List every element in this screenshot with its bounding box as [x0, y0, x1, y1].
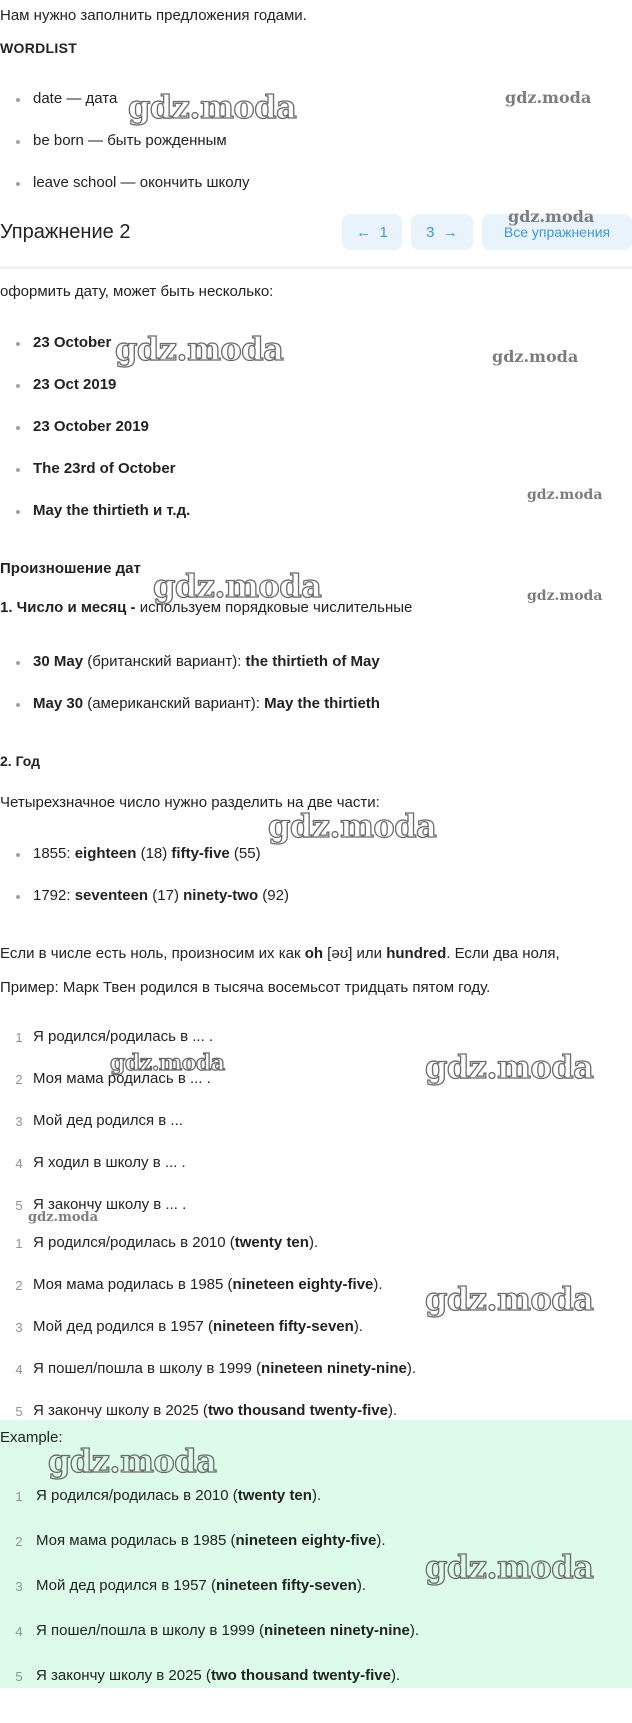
- date-formats-intro: оформить дату, может быть несколько:: [0, 283, 274, 300]
- list-item: 1855: eighteen (18) fifty-five (55): [33, 845, 261, 862]
- list-item: Я ходил в школу в ... .: [33, 1154, 186, 1171]
- list-item: Я закончу школу в ... .: [33, 1196, 187, 1213]
- list-item: Мой дед родился в 1957 (nineteen fifty-seven).: [33, 1318, 363, 1335]
- intro-text: Нам нужно заполнить предложения годами.: [0, 7, 307, 24]
- list-item: 23 October 2019: [33, 418, 149, 435]
- all-exercises-button[interactable]: Все упражнения: [482, 214, 632, 250]
- example-box: Example: 1 Я родился/родилась в 2010 (twenty ten). 2 Моя мама родилась в 1985 (nineteen eighty-five). 3 Мой дед родился в 1957 (nineteen fifty-seven). 4 Я пошел/пошла в школу в 1999 (nineteen ninety-nine). 5 Я закончу школу в 2025 (two thousand twenty-five).: [0, 1420, 632, 1688]
- list-item: 30 May (британский вариант): the thirtieth of May: [33, 653, 380, 670]
- list-item: Я закончу школу в 2025 (two thousand twenty-five).: [36, 1667, 401, 1684]
- pronunciation-title: Произношение дат: [0, 560, 141, 577]
- list-item: 1792: seventeen (17) ninety-two (92): [33, 887, 289, 904]
- watermark-logo: gdz.moda: [425, 1548, 594, 1586]
- watermark-logo: gdz.moda: [268, 807, 437, 845]
- exercise-title: Упражнение 2: [0, 221, 131, 243]
- watermark-logo: gdz.moda: [425, 1048, 594, 1086]
- list-item: Я пошел/пошла в школу в 1999 (nineteen ninety-nine).: [33, 1360, 417, 1377]
- bullet: [16, 182, 20, 186]
- watermark-logo: gdz.moda: [28, 1210, 99, 1225]
- list-item: be born — быть рожденным: [33, 132, 227, 149]
- list-item: date — дата: [33, 90, 118, 107]
- list-item: Мой дед родился в 1957 (nineteen fifty-seven).: [36, 1577, 366, 1594]
- day-month-rule: 1. Число и месяц - используем порядковые числительные: [0, 599, 413, 616]
- zero-note: Если в числе есть ноль, произносим их как oh [əʊ] или hundred. Если два ноля,: [0, 945, 560, 962]
- list-item: Моя мама родилась в 1985 (nineteen eighty-five).: [36, 1532, 386, 1549]
- watermark-logo: gdz.moda: [425, 1280, 594, 1318]
- list-item: Я родился/родилась в ... .: [33, 1028, 214, 1045]
- list-item: Я пошел/пошла в школу в 1999 (nineteen ninety-nine).: [36, 1622, 420, 1639]
- next-exercise-button[interactable]: 3 →: [411, 214, 473, 250]
- list-item: Я родился/родилась в 2010 (twenty ten).: [36, 1487, 322, 1504]
- list-item: Моя мама родилась в 1985 (nineteen eighty-five).: [33, 1276, 383, 1293]
- example-label: Example:: [0, 1429, 63, 1446]
- list-item: May the thirtieth и т.д.: [33, 502, 191, 519]
- year-title: 2. Год: [0, 753, 41, 769]
- watermark-logo: gdz.moda: [153, 567, 322, 605]
- watermark-logo: gdz.moda: [527, 487, 603, 503]
- watermark-logo: gdz.moda: [110, 1050, 225, 1076]
- watermark-logo: gdz.moda: [527, 588, 603, 604]
- bullet: [16, 98, 20, 102]
- watermark-logo: gdz.moda: [505, 88, 592, 107]
- arrow-right-icon: →: [442, 223, 458, 241]
- arrow-left-icon: ←: [356, 223, 372, 241]
- divider: [0, 266, 632, 269]
- watermark-logo: gdz.moda: [508, 207, 595, 226]
- wordlist-title: WORDLIST: [0, 40, 78, 56]
- list-item: 23 October: [33, 334, 112, 351]
- list-item: Я закончу школу в 2025 (two thousand twenty-five).: [33, 1402, 398, 1419]
- bullet: [16, 140, 20, 144]
- watermark-logo: gdz.moda: [492, 347, 579, 366]
- watermark-logo: gdz.moda: [48, 1442, 217, 1480]
- example-note: Пример: Марк Твен родился в тысяча восемьсот тридцать пятом году.: [0, 979, 491, 996]
- list-item: Я родился/родилась в 2010 (twenty ten).: [33, 1234, 319, 1251]
- watermark-logo: gdz.moda: [128, 88, 297, 126]
- list-item: May 30 (американский вариант): May the thirtieth: [33, 695, 380, 712]
- list-item: The 23rd of October: [33, 460, 176, 477]
- list-item: Моя мама родилась в ... .: [33, 1070, 211, 1087]
- watermark-logo: gdz.moda: [115, 330, 284, 368]
- list-item: Мой дед родился в ...: [33, 1112, 183, 1129]
- list-item: leave school — окончить школу: [33, 174, 250, 191]
- prev-exercise-button[interactable]: ← 1: [342, 214, 402, 250]
- list-item: 23 Oct 2019: [33, 376, 117, 393]
- year-intro: Четырехзначное число нужно разделить на две части:: [0, 794, 380, 811]
